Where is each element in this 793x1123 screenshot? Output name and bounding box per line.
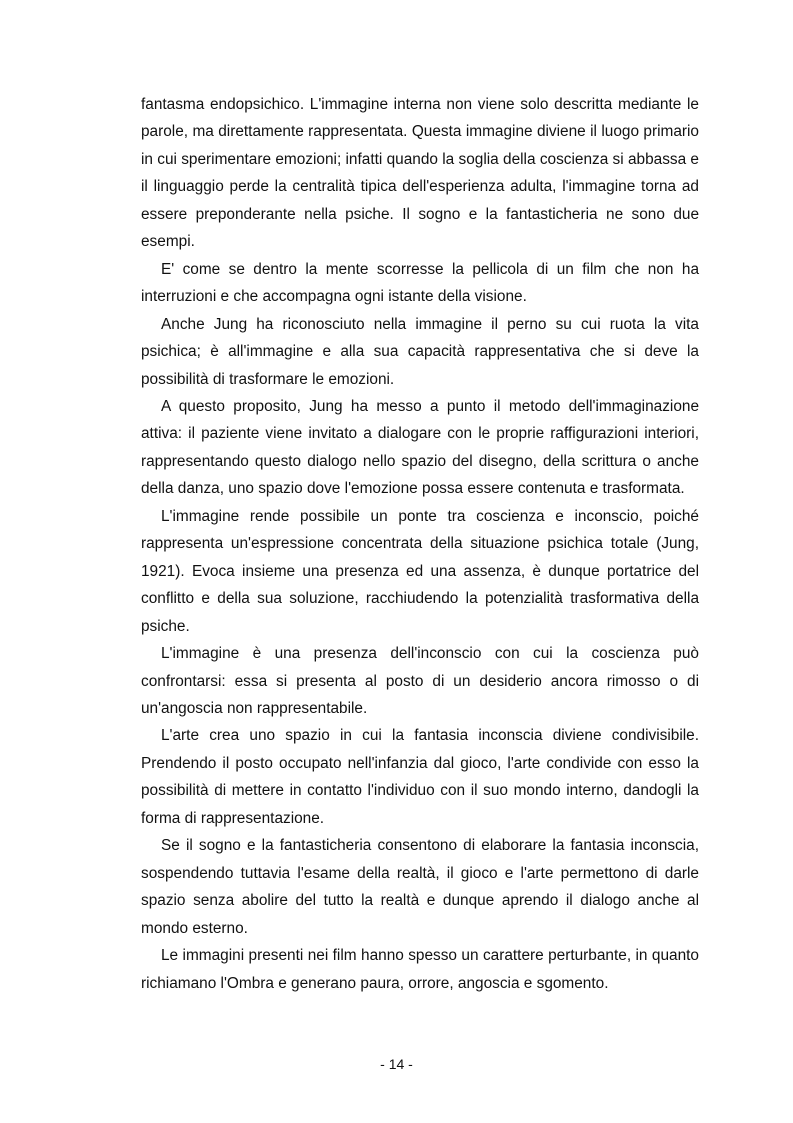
paragraph: E' come se dentro la mente scorresse la pellicola di un film che non ha interruzioni e che accompagna ogni istante della visione. (141, 260, 699, 306)
paragraph: L'immagine rende possibile un ponte tra coscienza e inconscio, poiché rappresenta un'espressione concentrata della situazione psichica totale (Jung, 1921). Evoca insieme una presenza ed una assenza, è dunque portatrice del conflitto e della sua soluzione, racchiudendo la potenzialità trasformativa della psiche. (141, 507, 699, 635)
page-number: - 14 - (380, 1056, 413, 1072)
paragraph: fantasma endopsichico. L'immagine interna non viene solo descritta mediante le parole, ma direttamente rappresentata. Questa immagine diviene il luogo primario in cui sperimentare emozioni; infatti quando la soglia della coscienza si abbassa e il linguaggio perde la centralità tipica dell'esperienza adulta, l'immagine torna ad essere preponderante nella psiche. Il sogno e la fantasticheria ne sono due esempi. (141, 96, 699, 251)
paragraph: A questo proposito, Jung ha messo a punto il metodo dell'immaginazione attiva: il paziente viene invitato a dialogare con le proprie raffigurazioni interiori, rappresentando questo dialogo nello spazio del disegno, della scrittura o anche della danza, uno spazio dove l'emozione possa essere contenuta e trasformata. (141, 397, 699, 498)
paragraph: Anche Jung ha riconosciuto nella immagine il perno su cui ruota la vita psichica; è all'immagine e alla sua capacità rappresentativa che si deve la possibilità di trasformare le emozioni. (141, 315, 699, 388)
paragraph: L'immagine è una presenza dell'inconscio con cui la coscienza può confrontarsi: essa si presenta al posto di un desiderio ancora rimosso o di un'angoscia non rappresentabile. (141, 645, 699, 717)
paragraph: Se il sogno e la fantasticheria consentono di elaborare la fantasia inconscia, sospendendo tuttavia l'esame della realtà, il gioco e l'arte permettono di darle spazio senza abolire del tutto la realtà e dunque aprendo il dialogo anche al mondo esterno. (141, 837, 699, 937)
paragraph: Le immagini presenti nei film hanno spesso un carattere perturbante, in quanto richiamano l'Ombra e generano paura, orrore, angoscia e sgomento. (141, 947, 699, 992)
body-text (141, 91, 699, 997)
paragraph: L'arte crea uno spazio in cui la fantasia inconscia diviene condivisibile. Prendendo il posto occupato nell'infanzia dal gioco, l'arte condivide con esso la possibilità di mettere in contatto l'individuo con il suo mondo interno, dandogli la forma di rappresentazione. (141, 727, 699, 827)
